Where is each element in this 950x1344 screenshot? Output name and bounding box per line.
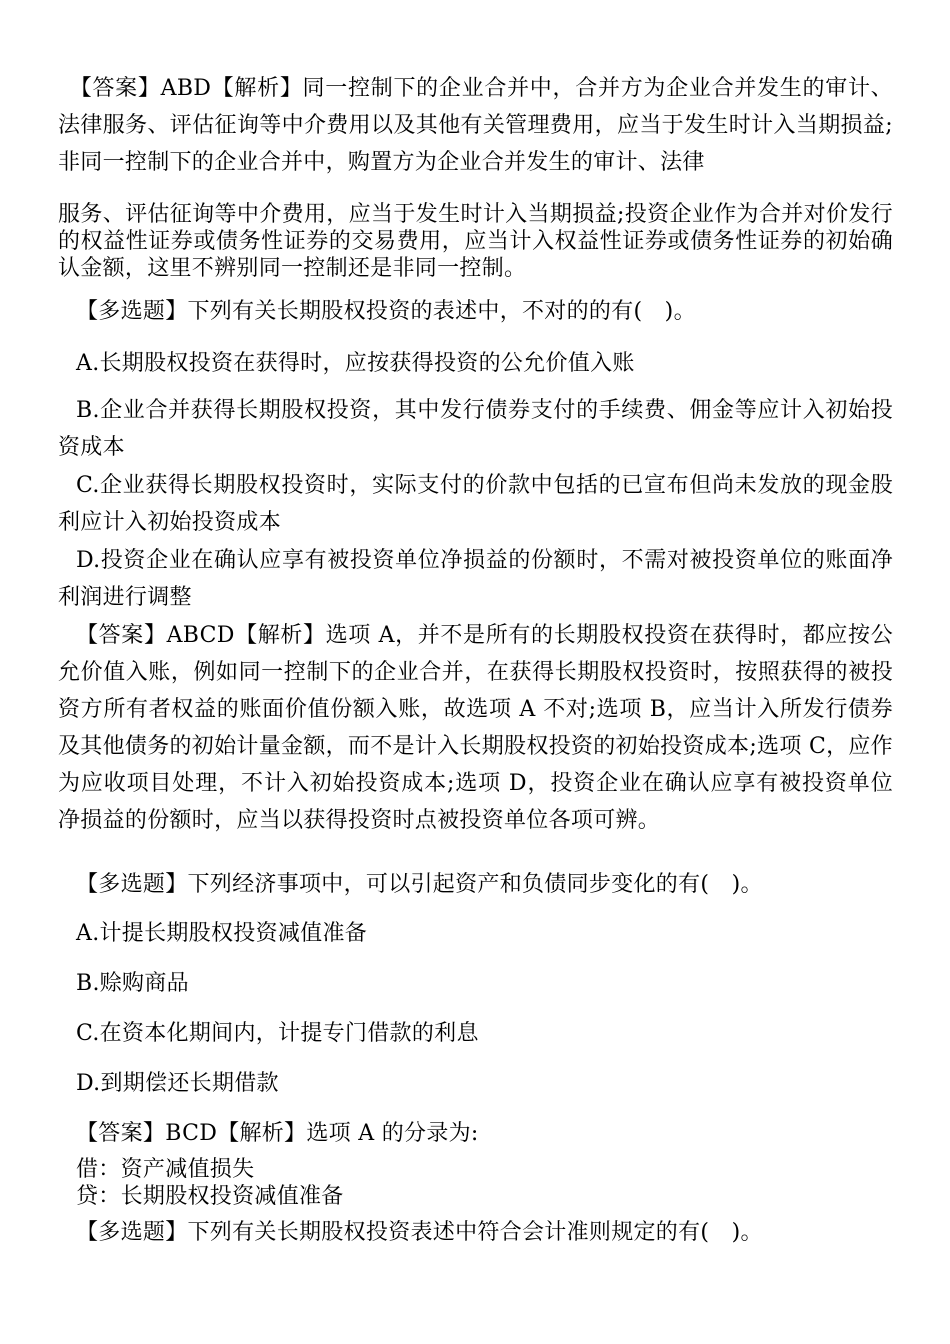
q3-option-a: A.计提长期股权投资减值准备 [76,921,368,946]
q4-stem: 【多选题】下列有关长期股权投资表述中符合会计准则规定的有( )。 [76,1220,763,1245]
q2-option-d: D.投资企业在确认应享有被投资单位净损益的份额时，不需对被投资单位的账面净利润进行调整 [58,548,893,610]
q3-option-c: C.在资本化期间内，计提专门借款的利息 [76,1021,479,1046]
q3-entry-debit: 借：资产减值损失 [76,1157,255,1182]
q1-answer-part-2: 服务、评估征询等中介费用，应当于发生时计入当期损益;投资企业作为合并对价发行的权益性证券或债务性证券的交易费用，应当计入权益性证券或债务性证券的初始确认金额，这里不辨别同一控制还是非同一控制。 [58,202,893,281]
q2-option-b: B.企业合并获得长期股权投资，其中发行债券支付的手续费、佣金等应计入初始投资成本 [58,398,893,460]
q3-answer: 【答案】BCD【解析】选项 A 的分录为: [76,1121,479,1146]
q1-answer-part-1: 【答案】ABD【解析】同一控制下的企业合并中，合并方为企业合并发生的审计、法律服务、评估征询等中介费用以及其他有关管理费用，应当于发生时计入当期损益;非同一控制下的企业合并中，购置方为企业合并发生的审计、法律 [58,76,893,175]
q3-entry-credit: 贷：长期股权投资减值准备 [76,1184,344,1209]
q3-stem: 【多选题】下列经济事项中，可以引起资产和负债同步变化的有( )。 [76,872,763,897]
q2-option-c: C.企业获得长期股权投资时，实际支付的价款中包括的已宣布但尚未发放的现金股利应计入初始投资成本 [58,473,893,535]
q3-option-b: B.赊购商品 [76,971,189,996]
q3-option-d: D.到期偿还长期借款 [76,1071,279,1096]
q2-option-a: A.长期股权投资在获得时，应按获得投资的公允价值入账 [76,351,635,376]
q2-stem: 【多选题】下列有关长期股权投资的表述中，不对的的有( )。 [76,299,696,324]
q2-answer: 【答案】ABCD【解析】选项 A，并不是所有的长期股权投资在获得时，都应按公允价值入账，例如同一控制下的企业合并，在获得长期股权投资时，按照获得的被投资方所有者权益的账面价值份额入账，故选项 A 不对;选项 B，应当计入所发行债券及其他债务的初始计量金额，而不是计入长期股权投资的初始投资成本;选项 C，应作为应收项目处理，不计入初始投资成本;选项 D，投资企业在确认应享有被投资单位净损益的份额时，应当以获得投资时点被投资单位各项可辨。 [58,623,893,833]
